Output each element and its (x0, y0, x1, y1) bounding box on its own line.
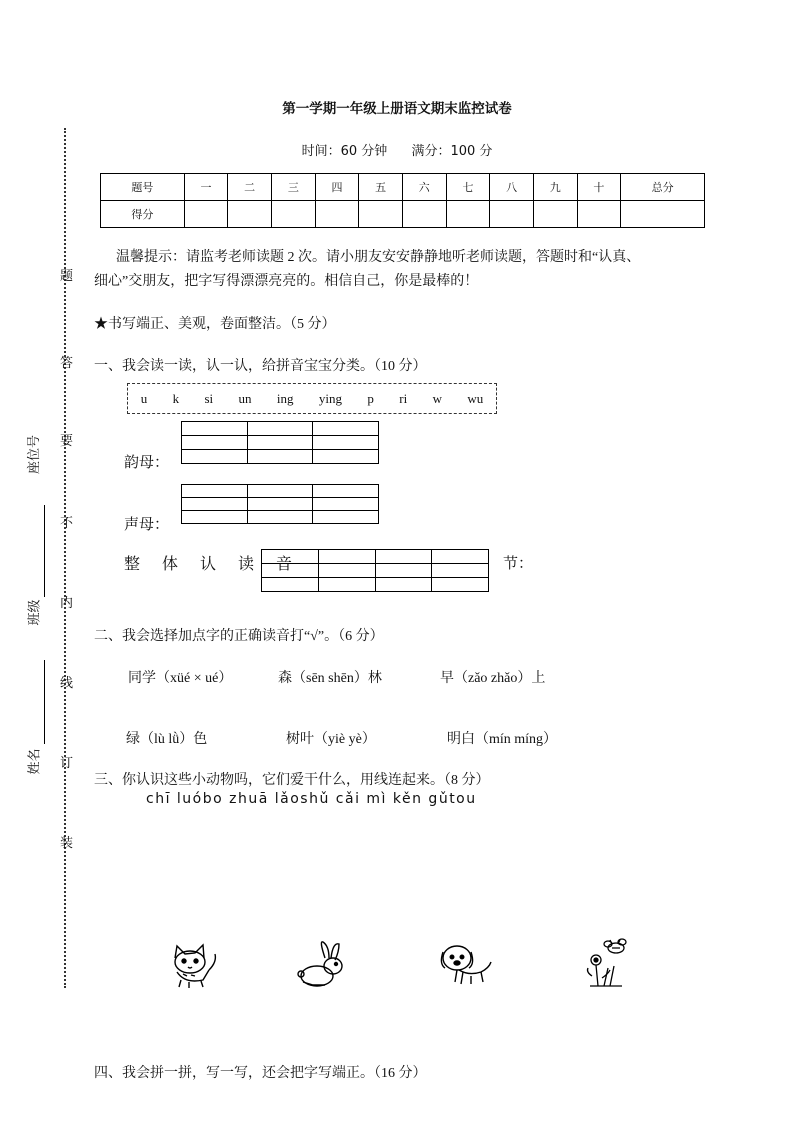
score-table (100, 173, 705, 228)
class-blank[interactable] (44, 505, 45, 597)
score-cell[interactable] (577, 201, 621, 228)
exam-full-score: 满分：100 分 (411, 144, 493, 159)
pinyin-item: si (204, 390, 214, 406)
shengmu-grid[interactable] (181, 484, 379, 524)
q1-pinyin-box (127, 383, 497, 414)
q2-title: 二、我会选择加点字的正确读音打“√”。（6 分） (94, 629, 384, 644)
q3-pinyin-line: chī luóbo zhuā lǎoshǔ cǎi mì kěn gǔtou (146, 791, 477, 807)
pinyin-item: p (367, 390, 374, 406)
q1-title: 一、我会读一读，认一认，给拼音宝宝分类。（10 分） (94, 359, 427, 374)
shengmu-label: 声母： (124, 517, 170, 533)
pinyin-item: u (140, 390, 148, 406)
binding-dotted-line (64, 128, 66, 988)
q4-title: 四、我会拼一拼，写一写，还会把字写端正。（16 分） (94, 1066, 427, 1081)
side-char-yao: 要 (60, 434, 74, 449)
jie-label: 节： (503, 556, 534, 572)
side-char-bu: 不 (60, 516, 74, 531)
score-cell[interactable] (446, 201, 490, 228)
exam-time-score (0, 140, 794, 159)
pinyin-item: wu (467, 390, 484, 406)
exam-time: 时间：60 分钟 (301, 144, 388, 159)
zhengti-grid[interactable] (261, 549, 489, 592)
name-blank[interactable] (44, 660, 45, 744)
side-char-xian: 线 (60, 676, 74, 691)
score-cell[interactable] (402, 201, 446, 228)
header-cell: 七 (446, 174, 490, 201)
seat-number-label: 座位号 (27, 434, 43, 475)
score-cell[interactable] (315, 201, 359, 228)
tip-line-1: 温馨提示：请监考老师读题 2 次。请小朋友安安静静地听老师读题，答题时和“认真、 (116, 250, 641, 265)
header-cell: 八 (490, 174, 534, 201)
rabbit-icon[interactable] (295, 940, 351, 990)
score-cell[interactable] (359, 201, 403, 228)
side-char-nei: 内 (60, 596, 74, 611)
pinyin-item: ing (276, 390, 294, 406)
pinyin-item: ying (318, 390, 342, 406)
q2-item-tongxue[interactable]: 同学（xüé × ué） (128, 671, 233, 686)
score-cell[interactable] (533, 201, 577, 228)
q3-title: 三、你认识这些小动物吗，它们爱干什么，用线连起来。（8 分） (94, 773, 490, 788)
name-label: 姓名 (27, 748, 43, 775)
dog-icon[interactable] (437, 938, 495, 990)
score-cell[interactable] (490, 201, 534, 228)
header-cell: 九 (533, 174, 577, 201)
header-cell: 题号 (101, 174, 185, 201)
exam-title: 第一学期一年级上册语文期末监控试卷 (282, 101, 512, 117)
pinyin-item: w (432, 390, 442, 406)
bee-flower-icon[interactable] (582, 938, 634, 992)
q2-item-zaoshang[interactable]: 早（zǎo zhǎo）上 (440, 671, 546, 686)
yunmu-grid[interactable] (181, 421, 379, 464)
score-cell[interactable] (228, 201, 272, 228)
q2-item-senlin[interactable]: 森（sēn shēn）林 (278, 671, 382, 686)
side-char-ding: 订 (60, 756, 74, 771)
header-cell: 十 (577, 174, 621, 201)
handwriting-note: ★书写端正、美观，卷面整洁。（5 分） (94, 317, 336, 332)
header-cell: 四 (315, 174, 359, 201)
side-char-ti: 题 (60, 269, 74, 284)
tip-line-2: 细心”交朋友，把字写得漂漂亮亮的。相信自己，你是最棒的！ (94, 274, 479, 289)
score-cell[interactable] (621, 201, 705, 228)
header-cell: 五 (359, 174, 403, 201)
cat-icon[interactable] (165, 940, 221, 990)
score-table-score-row (101, 201, 705, 228)
pinyin-item: ri (399, 390, 408, 406)
pinyin-item: k (172, 390, 180, 406)
score-cell[interactable] (184, 201, 228, 228)
pinyin-item: un (238, 390, 252, 406)
header-cell: 六 (402, 174, 446, 201)
side-char-zhuang: 装 (60, 836, 74, 851)
class-label: 班级 (27, 599, 43, 626)
q2-item-mingbai[interactable]: 明白（mín míng） (447, 732, 558, 747)
q2-item-shuye[interactable]: 树叶（yiè yè） (286, 732, 376, 747)
score-row-label: 得分 (101, 201, 185, 228)
header-cell: 三 (271, 174, 315, 201)
score-table-header-row (101, 174, 705, 201)
side-char-da: 答 (60, 356, 74, 371)
header-cell: 总分 (621, 174, 705, 201)
score-cell[interactable] (271, 201, 315, 228)
header-cell: 二 (228, 174, 272, 201)
q2-item-lvse[interactable]: 绿（lù lǜ）色 (126, 732, 208, 747)
zhengti-label: 整 体 认 读 音 (124, 556, 302, 573)
header-cell: 一 (184, 174, 228, 201)
yunmu-label: 韵母： (124, 455, 170, 471)
